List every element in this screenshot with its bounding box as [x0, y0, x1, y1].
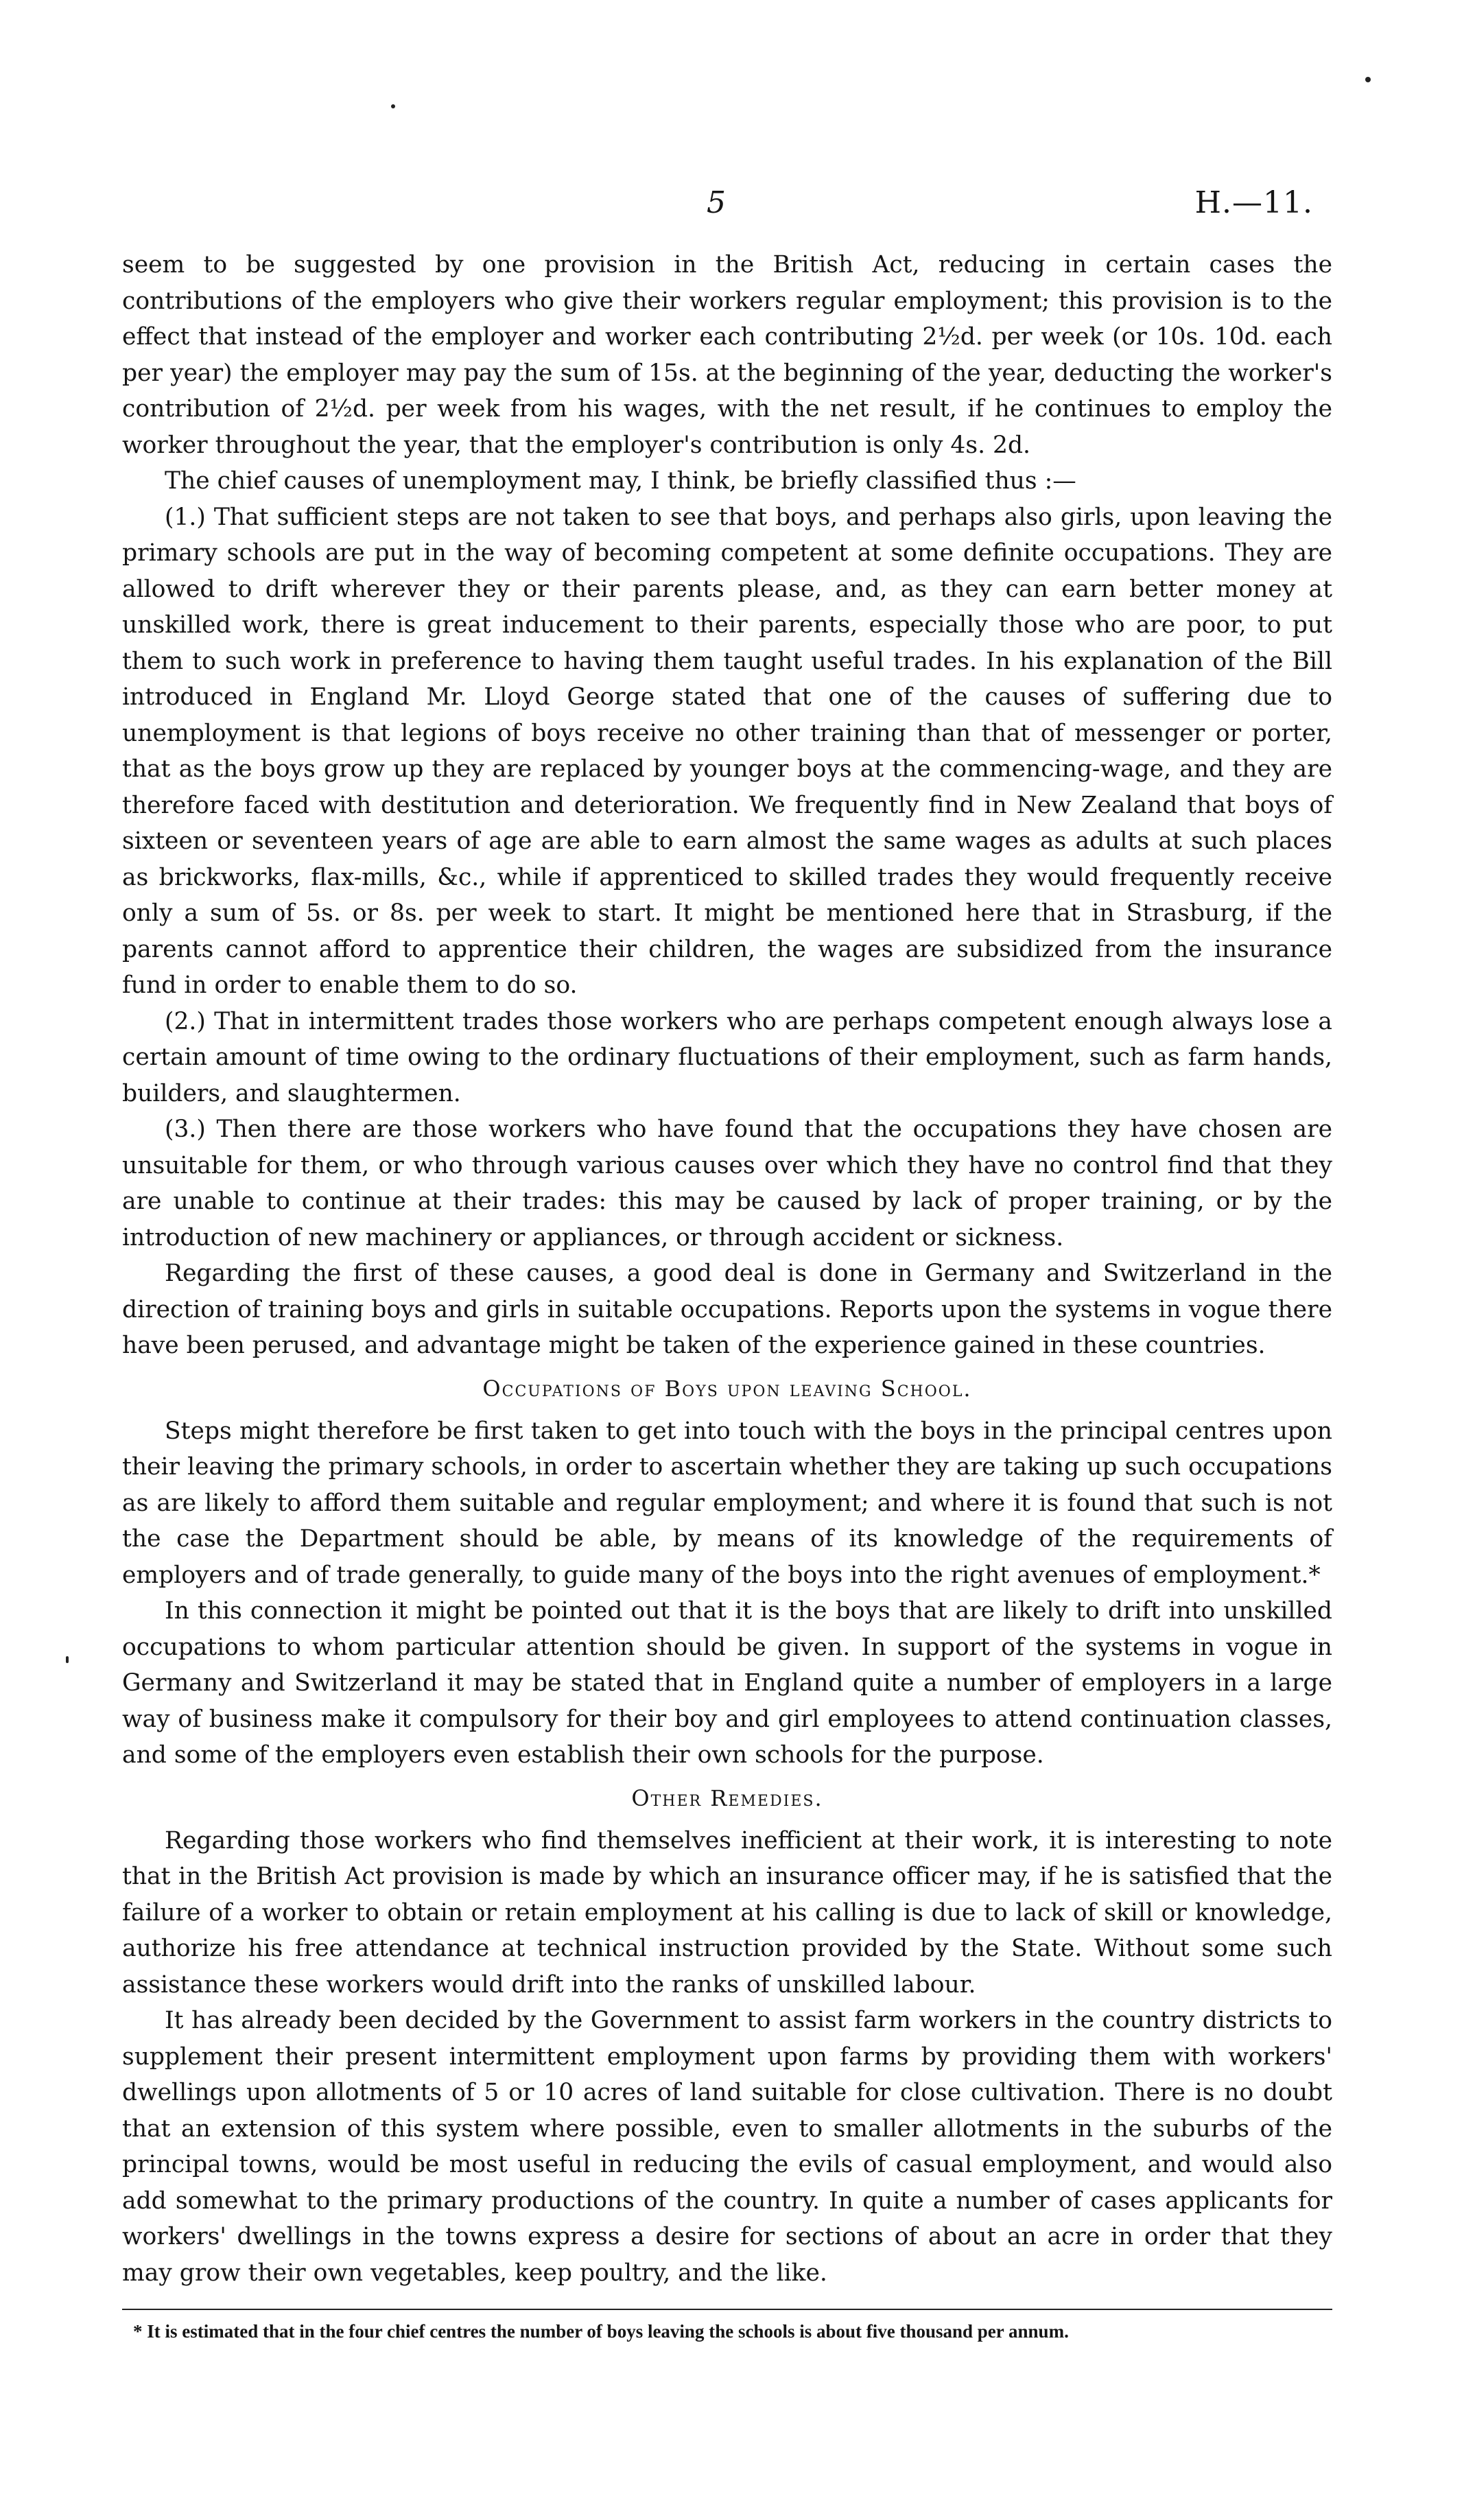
section-heading-occupations: Occupations of Boys upon leaving School.	[482, 1375, 972, 1402]
document-page	[122, 185, 1332, 2344]
scan-speck-top-center	[391, 104, 395, 108]
paragraph-cause-2: (2.) That in intermittent trades those workers who are perhaps competent enough always lose a certain amount of time owing to the ordinary fluctuations of their employment, such as farm hands, builders, and slaughtermen.	[122, 1007, 1332, 1107]
paragraph-causes-intro: The chief causes of unemployment may, I think, be briefly classified thus :—	[165, 467, 1076, 495]
paragraph-continuation: seem to be suggested by one provision in the British Act, reducing in certain cases the contributions of the employers who give their workers regular employment; this provision is to the effect that instead of the employer and worker each contributing 2½d. per week (or 10s. 10d. each per year) the employer may pay the sum of 15s. at the beginning of the year, deducting the worker's contribution of 2½d. per week from his wages, with the net result, if he continues to employ the worker throughout the year, that the employer's contribution is only 4s. 2d.	[122, 251, 1332, 459]
footnote: * It is estimated that in the four chief centres the number of boys leaving the schools is about five thousand per annum.	[133, 2321, 1069, 2342]
paragraph-cause-3: (3.) Then there are those workers who have found that the occupations they have chosen are unsuitable for them, or who through various causes over which they have no control find that they are unable to continue at their trades: this may be caused by lack of proper training, or by the introduction of new machinery or appliances, or through accident or sickness.	[122, 1116, 1332, 1251]
scan-speck-left-margin	[66, 1656, 69, 1663]
scan-speck-top-right	[1365, 77, 1371, 82]
paper-reference: H.—11.	[1194, 185, 1313, 220]
paragraph-first-cause-remarks: Regarding the first of these causes, a good deal is done in Germany and Switzerland in the direction of training boys and girls in suitable occupations. Reports upon the systems in vogue there have been perused, and advantage might be taken of the experience gained in these countries.	[122, 1260, 1332, 1359]
footnote-divider	[122, 2309, 1332, 2310]
paragraph-farm-workers: It has already been decided by the Government to assist farm workers in the country districts to supplement their present intermittent employment upon farms by providing them with workers' dwellings upon allotments of 5 or 10 acres of land suitable for close cultivation. There is no doubt that an extension of this system where possible, even to smaller allotments in the suburbs of the principal towns, would be most useful in reducing the evils of casual employment, and would also add somewhat to the primary productions of the country. In quite a number of cases applicants for workers' dwellings in the towns express a desire for sections of about an acre in order that they may grow their own vegetables, keep poultry, and the like.	[122, 2007, 1332, 2287]
paragraph-connection: In this connection it might be pointed out that it is the boys that are likely to drift into unskilled occupations to whom particular attention should be given. In support of the systems in vogue in Germany and Switzerland it may be stated that in England quite a number of employers in a large way of business make it compulsory for their boy and girl employees to attend continuation classes, and some of the employers even establish their own schools for the purpose.	[122, 1597, 1332, 1769]
running-head	[122, 185, 1332, 247]
paragraph-cause-1: (1.) That sufficient steps are not taken to see that boys, and perhaps also girls, upon leaving the primary schools are put in the way of becoming competent at some definite occupations. They are allowed to drift wherever they or their parents please, and, as they can earn better money at unskilled work, there is great inducement to their parents, especially those who are poor, to put them to such work in preference to having them taught useful trades. In his explanation of the Bill introduced in England Mr. Lloyd George stated that one of the causes of suffering due to unemployment is that legions of boys receive no other training than that of messenger or porter, that as the boys grow up they are replaced by younger boys at the commencing-wage, and they are therefore faced with destitution and deterioration. We frequently find in New Zealand that boys of sixteen or seventeen years of age are able to earn almost the same wages as adults at such places as brickworks, flax-mills, &c., while if apprenticed to skilled trades they would frequently receive only a sum of 5s. or 8s. per week to start. It might be mentioned here that in Strasburg, if the parents cannot afford to apprentice their children, the wages are subsidized from the insurance fund in order to enable them to do so.	[122, 503, 1332, 999]
paragraph-steps: Steps might therefore be first taken to get into touch with the boys in the principal centres upon their leaving the primary schools, in order to ascertain whether they are taking up such occupations as are likely to afford them suitable and regular employment; and where it is found that such is not the case the Department should be able, by means of its knowledge of the requirements of employers and of trade generally, to guide many of the boys into the right avenues of employment.*	[122, 1417, 1332, 1589]
page-number: 5	[707, 185, 726, 220]
section-heading-other-remedies: Other Remedies.	[631, 1785, 823, 1811]
paragraph-inefficient-workers: Regarding those workers who find themselves inefficient at their work, it is interesting to note that in the British Act provision is made by which an insurance officer may, if he is satisfied that the failure of a worker to obtain or retain employment at his calling is due to lack of skill or knowledge, authorize his free attendance at technical instruction provided by the State. Without some such assistance these workers would drift into the ranks of unskilled labour.	[122, 1826, 1332, 1999]
